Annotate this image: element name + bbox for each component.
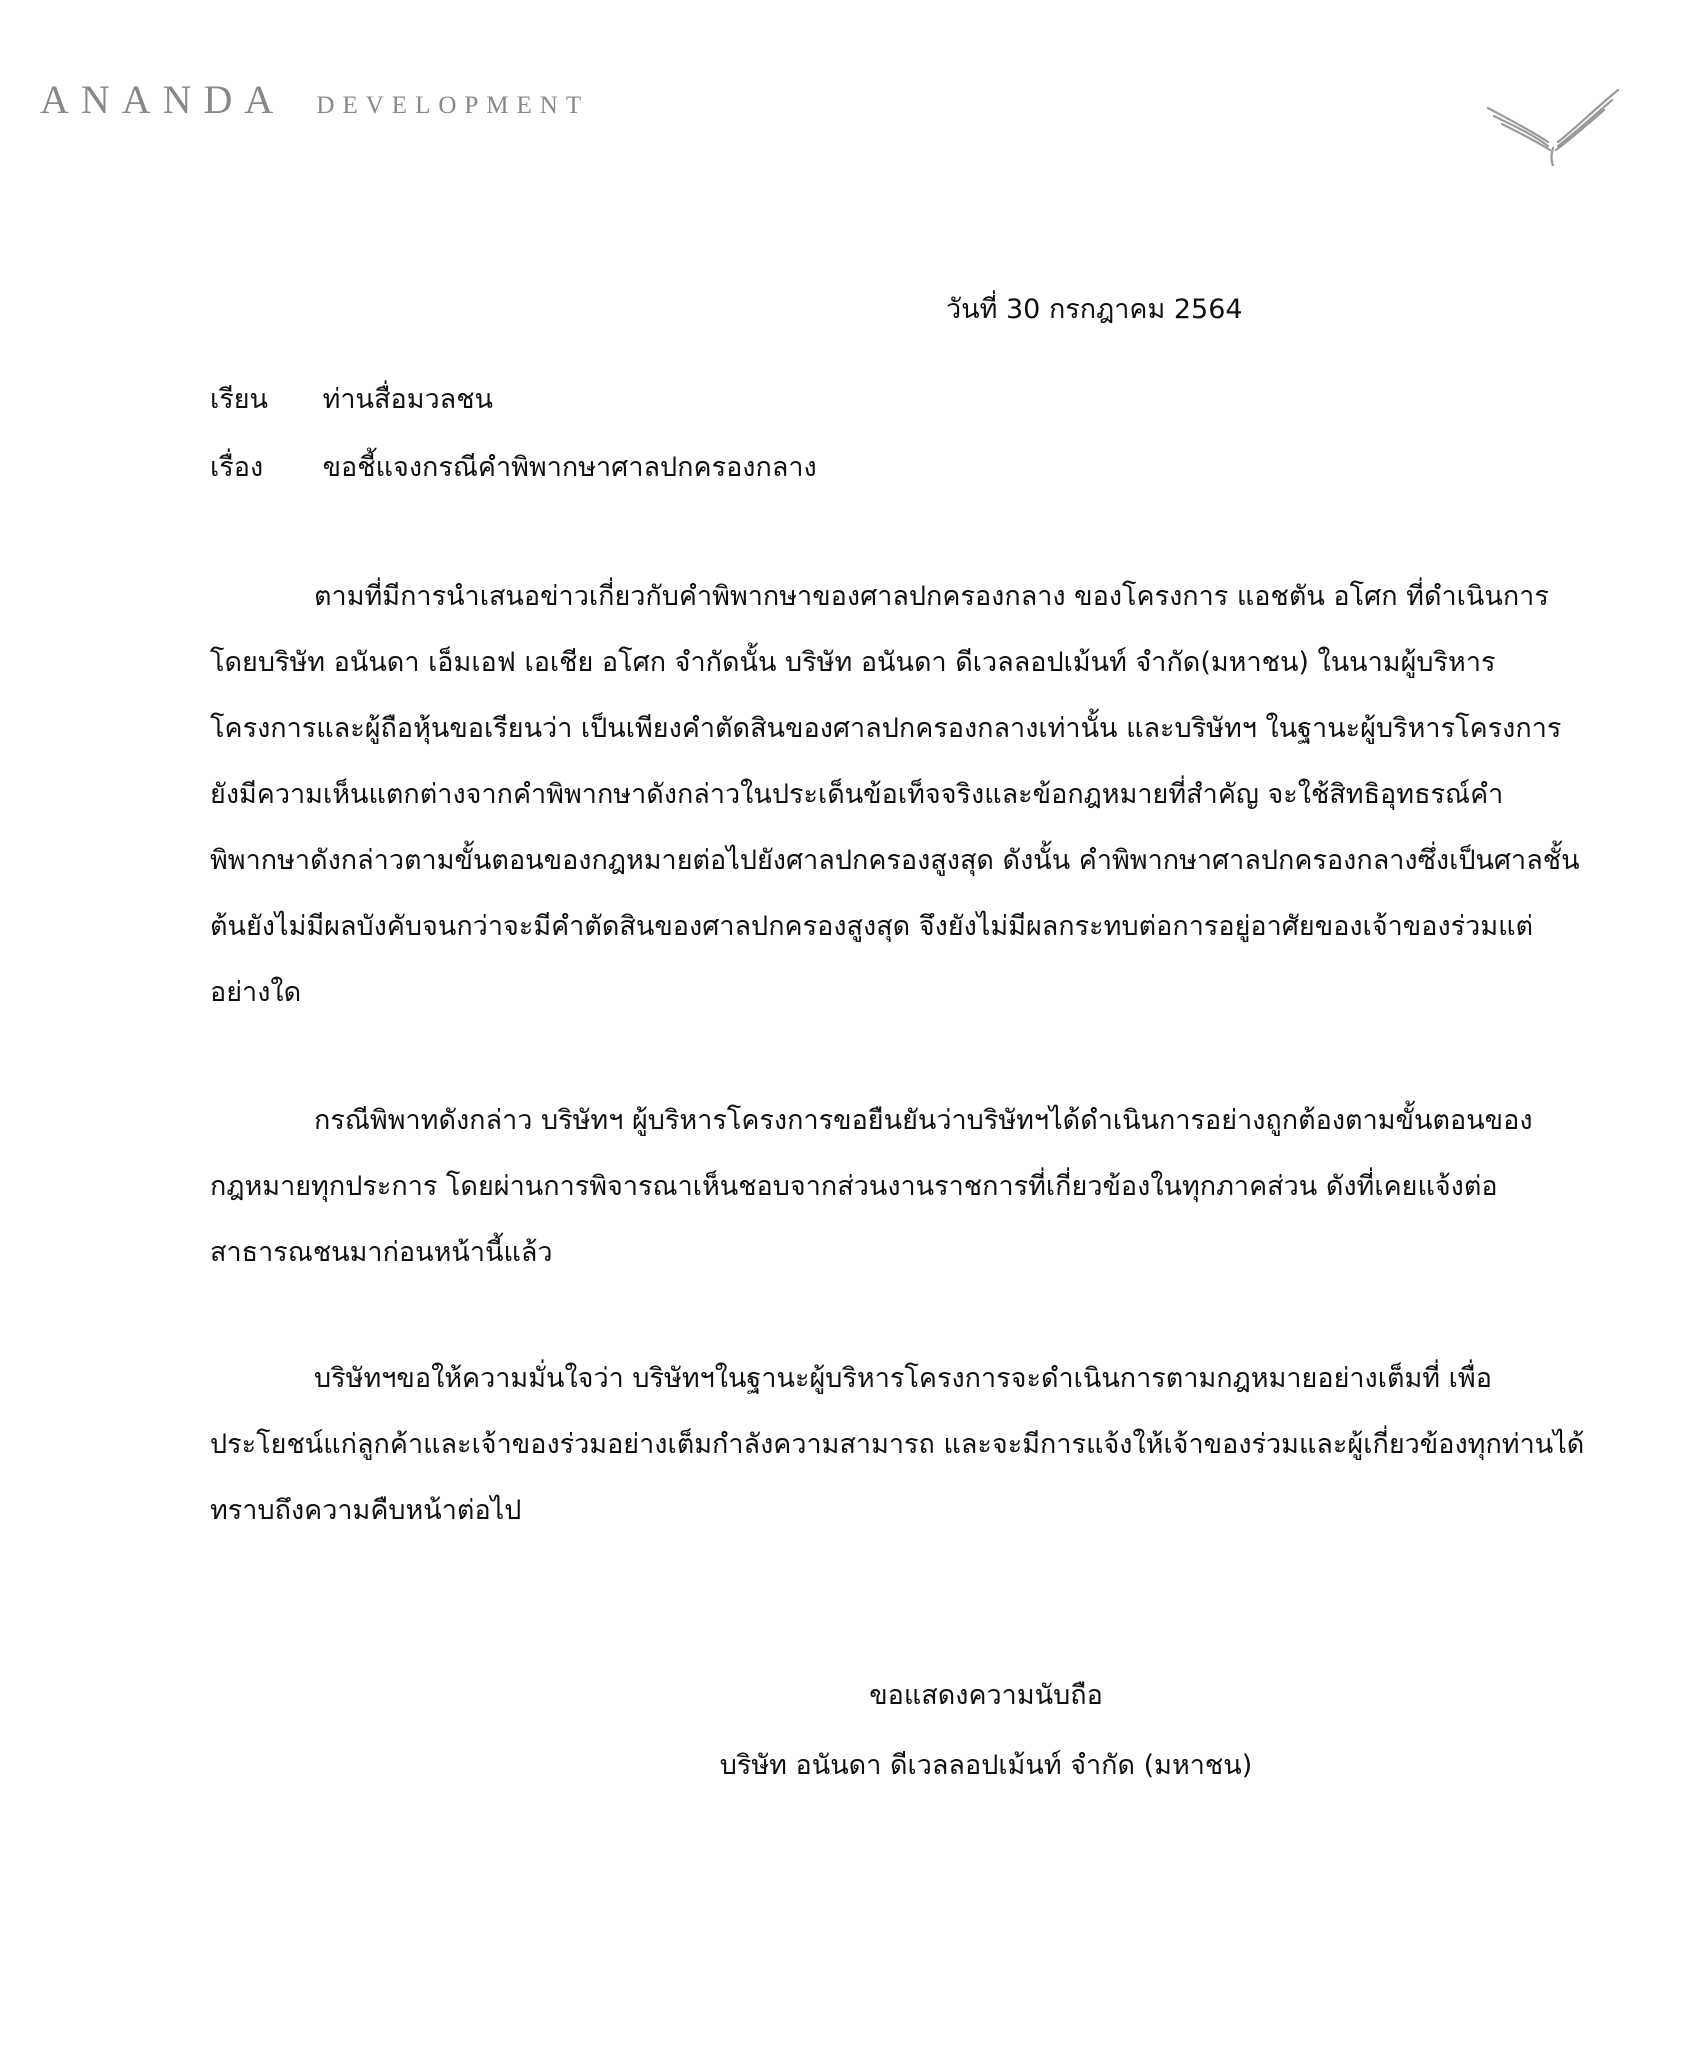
recipient-value: ท่านสื่อมวลชน <box>322 384 493 415</box>
paragraph-3: บริษัทฯขอให้ความมั่นใจว่า บริษัทฯในฐานะผู้บริหารโครงการจะดำเนินการตามกฎหมายอย่างเต็มที่ เพื่อประโยชน์แก่ลูกค้าและเจ้าของร่วมอย่างเต็มกำลังความสามารถ และจะมีการแจ้งให้เจ้าของร่วมและผู้เกี่ยวข้องทุกท่านได้ทราบถึงความคืบหน้าต่อไป <box>210 1363 1585 1526</box>
subject-value: ขอชี้แจงกรณีคำพิพากษาศาลปกครองกลาง <box>322 452 817 483</box>
brand-subtitle: DEVELOPMENT <box>316 92 590 119</box>
letter-date: วันที่ 30 กรกฎาคม 2564 <box>946 294 1243 325</box>
recipient-label: เรียน <box>210 384 269 415</box>
letterhead <box>40 76 589 136</box>
paragraph-1: ตามที่มีการนำเสนอข่าวเกี่ยวกับคำพิพากษาของศาลปกครองกลาง ของโครงการ แอชตัน อโศก ที่ดำเนินการโดยบริษัท อนันดา เอ็มเอฟ เอเชีย อโศก จำกัดนั้น บริษัท อนันดา ดีเวลลอปเม้นท์ จำกัด(มหาชน) ในนามผู้บริหารโครงการและผู้ถือหุ้นขอเรียนว่า เป็นเพียงคำตัดสินของศาลปกครองกลางเท่านั้น และบริษัทฯ ในฐานะผู้บริหารโครงการยังมีความเห็นแตกต่างจากคำพิพากษาดังกล่าวในประเด็นข้อเท็จจริงและข้อกฎหมายที่สำคัญ จะใช้สิทธิอุทธรณ์คำพิพากษาดังกล่าวตามขั้นตอนของกฎหมายต่อไปยังศาลปกครองสูงสุด ดังนั้น คำพิพากษาศาลปกครองกลางซึ่งเป็นศาลชั้นต้นยังไม่มีผลบังคับจนกว่าจะมีคำตัดสินของศาลปกครองสูงสุด จึงยังไม่มีผลกระทบต่อการอยู่อาศัยของเจ้าของร่วมแต่อย่างใด <box>210 581 1580 1008</box>
subject-label: เรื่อง <box>210 452 264 483</box>
paragraph-2: กรณีพิพาทดังกล่าว บริษัทฯ ผู้บริหารโครงการขอยืนยันว่าบริษัทฯได้ดำเนินการอย่างถูกต้องตามขั้นตอนของกฎหมายทุกประการ โดยผ่านการพิจารณาเห็นชอบจากส่วนงานราชการที่เกี่ยวข้องในทุกภาคส่วน ดังที่เคยแจ้งต่อสาธารณชนมาก่อนหน้านี้แล้ว <box>210 1105 1533 1268</box>
closing-line: ขอแสดงความนับถือ <box>869 1680 1103 1711</box>
subject-line <box>210 448 817 488</box>
recipient-line <box>210 380 493 420</box>
wings-logo-icon <box>1484 86 1622 166</box>
paragraph-2-container <box>210 1088 1590 1286</box>
brand-name: ANANDA <box>40 77 286 122</box>
paragraph-1-container <box>210 564 1590 1026</box>
signature-company: บริษัท อนันดา ดีเวลลอปเม้นท์ จำกัด (มหาชน) <box>719 1750 1253 1781</box>
paragraph-3-container <box>210 1346 1590 1544</box>
